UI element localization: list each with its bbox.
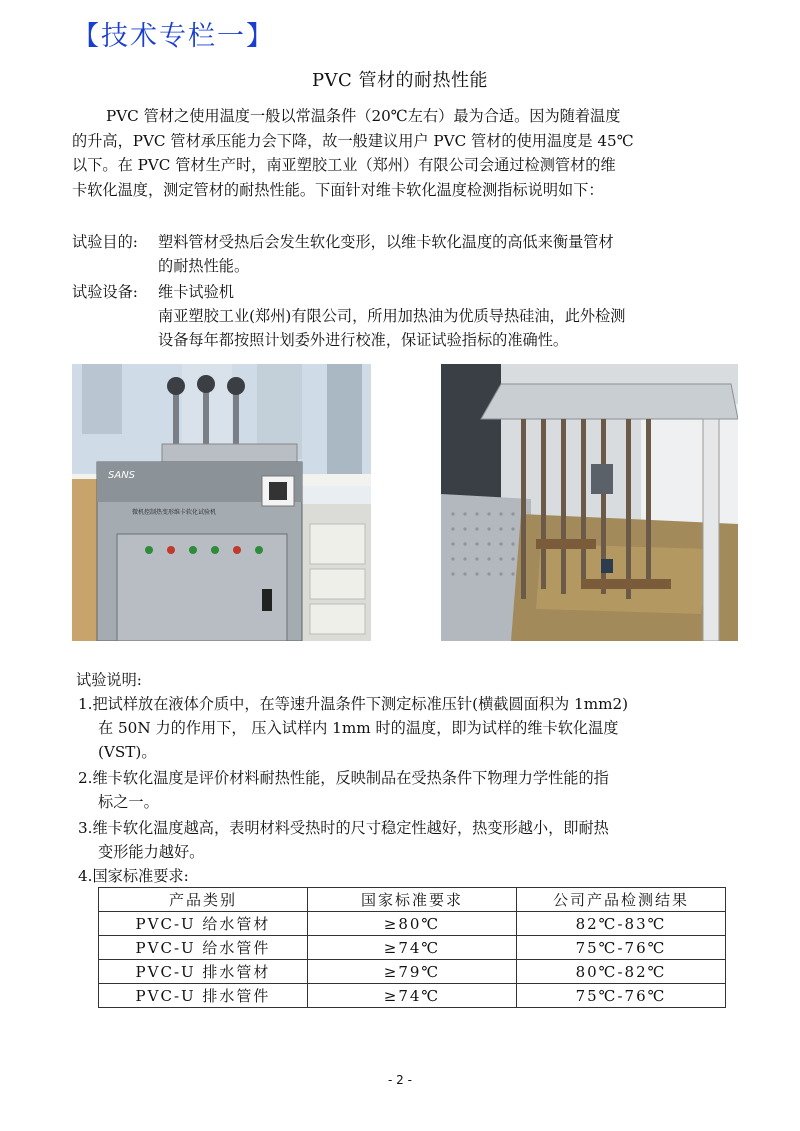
- intro-line: 的升高，PVC 管材承压能力会下降，故一般建议用户 PVC 管材的使用温度是 45℃: [72, 131, 634, 150]
- equipment-name: 维卡试验机: [158, 283, 234, 301]
- list-item: 1.把试样放在液体介质中，在等速升温条件下测定标准压针(横截圆面积为 1mm2): [78, 695, 629, 713]
- table-cell: PVC-U 排水管材: [99, 960, 308, 984]
- standards-table: [98, 887, 726, 1008]
- intro-line: 卡软化温度，测定管材的耐热性能。下面针对维卡软化温度检测指标说明如下：: [72, 180, 604, 199]
- column-header: 国家标准要求: [308, 888, 517, 912]
- machine-panel-text: 微机控制热变形维卡软化试验机: [132, 509, 217, 516]
- explanation-label: 试验说明:: [76, 671, 142, 689]
- table-cell: PVC-U 给水管件: [99, 936, 308, 960]
- equipment-line: 南亚塑胶工业(郑州)有限公司，所用加热油为优质导热硅油，此外检测: [158, 307, 626, 325]
- column-title: 【技术专栏一】: [72, 21, 275, 52]
- list-item: 4.国家标准要求:: [78, 867, 189, 885]
- intro-line: 以下。在 PVC 管材生产时，南亚塑胶工业（郑州）有限公司会通过检测管材的维: [72, 156, 616, 174]
- list-item: 2.维卡软化温度是评价材料耐热性能，反映制品在受热条件下物理力学性能的指: [78, 769, 609, 787]
- table-row: [99, 984, 726, 1008]
- intro-line: PVC 管材之使用温度一般以常温条件（20℃左右）最为合适。因为随着温度: [106, 107, 621, 125]
- table-row: [99, 936, 726, 960]
- list-item: 标之一。: [98, 793, 159, 811]
- list-item: 变形能力越好。: [98, 843, 205, 861]
- table-cell: ≥79℃: [308, 960, 517, 984]
- equipment-label: 试验设备:: [72, 283, 138, 301]
- page-number: - 2 -: [388, 1073, 412, 1087]
- vicat-machine-photo: [72, 364, 371, 641]
- table-row: [99, 912, 726, 936]
- test-bath-photo: [441, 364, 738, 641]
- table-cell: 75℃-76℃: [517, 936, 726, 960]
- table-cell: 82℃-83℃: [517, 912, 726, 936]
- equipment-line: 设备每年都按照计划委外进行校准，保证试验指标的准确性。: [158, 331, 569, 349]
- table-cell: ≥74℃: [308, 984, 517, 1008]
- table-cell: PVC-U 排水管件: [99, 984, 308, 1008]
- list-item: 3.维卡软化温度越高，表明材料受热时的尺寸稳定性越好，热变形越小，即耐热: [78, 819, 609, 837]
- table-row: [99, 960, 726, 984]
- table-cell: 80℃-82℃: [517, 960, 726, 984]
- purpose-line: 塑料管材受热后会发生软化变形，以维卡软化温度的高低来衡量管材: [158, 233, 614, 251]
- article-title: PVC 管材的耐热性能: [311, 70, 489, 91]
- table-header-row: [99, 888, 726, 912]
- intro-paragraph: [72, 104, 732, 202]
- table-cell: PVC-U 给水管材: [99, 912, 308, 936]
- list-item: (VST)。: [98, 743, 157, 761]
- table-cell: ≥74℃: [308, 936, 517, 960]
- machine-brand: SANS: [108, 470, 136, 481]
- column-header: 公司产品检测结果: [517, 888, 726, 912]
- purpose-label: 试验目的:: [72, 233, 138, 251]
- table-cell: ≥80℃: [308, 912, 517, 936]
- purpose-line: 的耐热性能。: [158, 257, 250, 275]
- column-header: 产品类别: [99, 888, 308, 912]
- list-item: 在 50N 力的作用下， 压入试样内 1mm 时的温度，即为试样的维卡软化温度: [98, 719, 619, 737]
- table-cell: 75℃-76℃: [517, 984, 726, 1008]
